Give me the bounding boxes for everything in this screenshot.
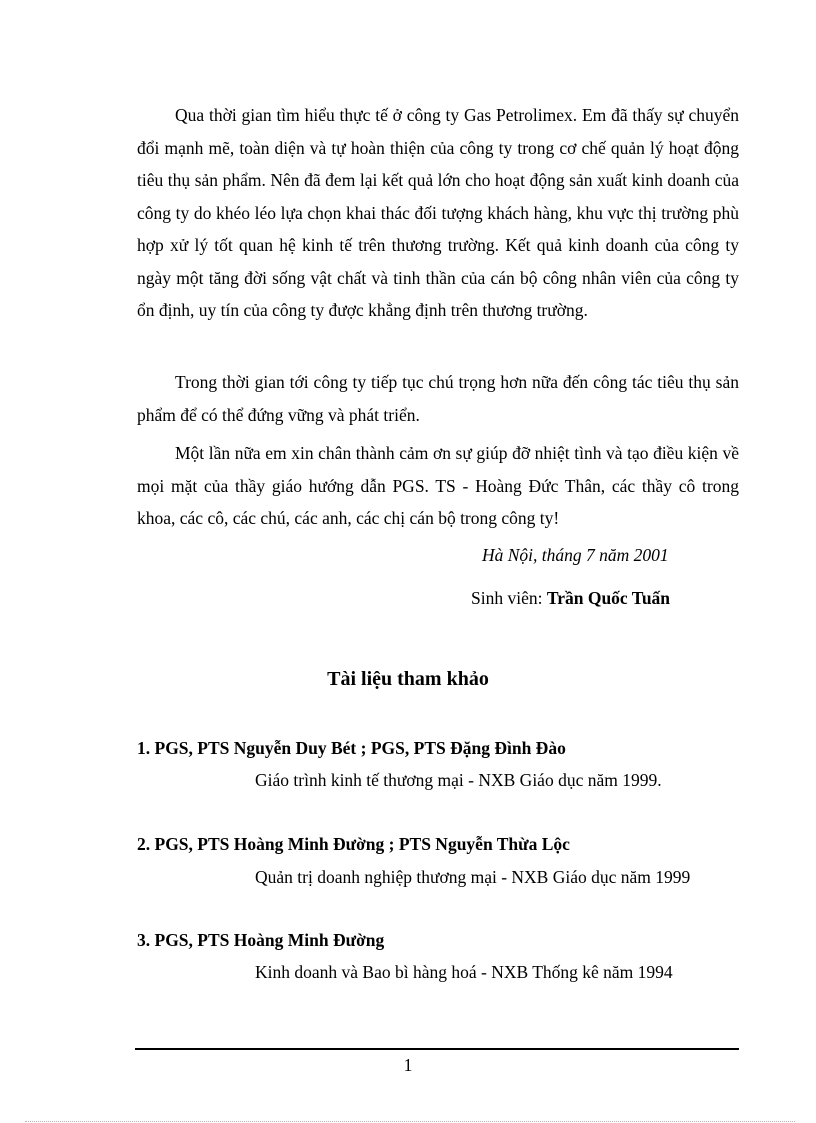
footer-divider [135,1048,739,1050]
signoff-date: Hà Nội, tháng 7 năm 2001 [482,545,669,565]
student-name: Trần Quốc Tuấn [546,588,671,608]
reference-work: Kinh doanh và Bao bì hàng hoá - NXB Thống kê năm 1994 [255,962,673,982]
signoff-student [471,588,670,609]
reference-authors: 2. PGS, PTS Hoàng Minh Đường ; PTS Nguyễn Thừa Lộc [137,834,570,854]
reference-work: Giáo trình kinh tế thương mại - NXB Giáo dục năm 1999. [255,770,662,790]
page-number: 1 [403,1055,413,1075]
reference-authors: 1. PGS, PTS Nguyễn Duy Bét ; PGS, PTS Đặng Đình Đào [137,738,566,758]
body-paragraph: Một lần nữa em xin chân thành cảm ơn sự giúp đỡ nhiệt tình và tạo điều kiện về mọi mặt của thầy giáo hướng dẫn PGS. TS - Hoàng Đức Thân, các thầy cô trong khoa, các cô, các chú, các anh, các chị cán bộ trong công ty! [137,443,739,528]
reference-work: Quản trị doanh nghiệp thương mại - NXB Giáo dục năm 1999 [255,867,691,887]
references-title: Tài liệu tham khảo [327,668,489,690]
reference-authors: 3. PGS, PTS Hoàng Minh Đường [137,930,385,950]
body-paragraph: Qua thời gian tìm hiểu thực tế ở công ty Gas Petrolimex. Em đã thấy sự chuyển đổi mạnh mẽ, toàn diện và tự hoàn thiện của công ty trong cơ chế quản lý hoạt động tiêu thụ sản phẩm. Nên đã đem lại kết quả lớn cho hoạt động sản xuất kinh doanh của công ty do khéo léo lựa chọn khai thác đối tượng khách hàng, khu vực thị trường phù hợp xử lý tốt quan hệ kinh tế trên thương trường. Kết quả kinh doanh của công ty ngày một tăng đời sống vật chất và tinh thần của cán bộ công nhân viên của công ty ổn định, uy tín của công ty được khẳng định trên thương trường. [137,105,739,320]
body-paragraph: Trong thời gian tới công ty tiếp tục chú trọng hơn nữa đến công tác tiêu thụ sản phẩm để có thể đứng vững và phát triển. [137,372,739,425]
page-edge-divider [25,1121,795,1122]
student-label: Sinh viên: [471,588,543,608]
